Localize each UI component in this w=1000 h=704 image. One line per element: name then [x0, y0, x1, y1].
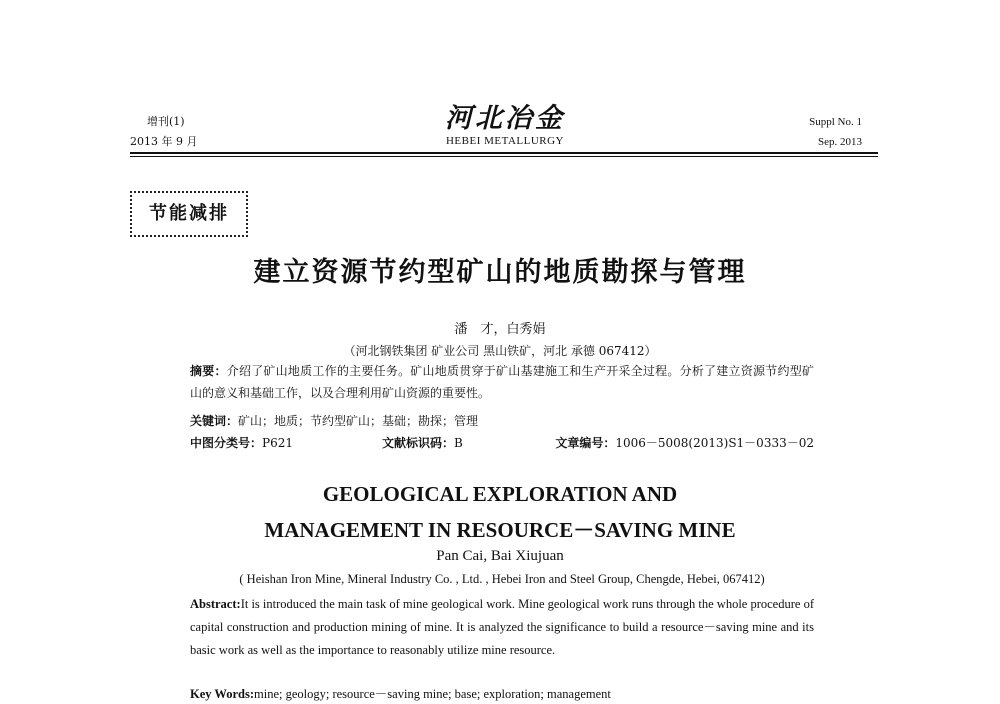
- supplement-number: Suppl No. 1: [809, 116, 862, 128]
- abstract-cn: [190, 360, 814, 404]
- keywords-cn: [190, 410, 814, 432]
- clc-label: 中图分类号：: [190, 436, 263, 450]
- journal-logo-cn: 河北冶金: [445, 103, 565, 134]
- column-tag: [130, 191, 248, 237]
- abstract-text-cn: 介绍了矿山地质工作的主要任务。矿山地质贯穿于矿山基建施工和生产开采全过程。分析了建立资源节约型矿山的意义和基础工作，以及合理利用矿山资源的重要性。: [190, 364, 814, 400]
- journal-masthead: [420, 104, 590, 148]
- column-tag-label: 节能减排: [149, 203, 229, 224]
- affiliation-en: ( Heishan Iron Mine, Mineral Industry Co. , Ltd. , Hebei Iron and Steel Group, Chengde, Hebei, 067412): [239, 572, 765, 586]
- authors-en: Pan Cai, Bai Xiujuan: [436, 548, 564, 564]
- journal-issue-info: [130, 112, 197, 152]
- classification-row: [190, 432, 814, 454]
- authors-cn: 潘 才，白秀娟: [454, 322, 546, 337]
- article-no-value: 1006－5008(2013)S1－0333－02: [615, 436, 814, 450]
- issue-date-cn: 2013 年 9 月: [130, 135, 198, 148]
- article-no-label: 文章编号：: [555, 436, 616, 450]
- keywords-en: [190, 684, 814, 704]
- doc-code-value: B: [454, 436, 463, 450]
- keywords-text-en: mine; geology; resource－saving mine; base; exploration; management: [254, 687, 611, 701]
- journal-issue-info-en: [809, 112, 862, 152]
- article-number: [555, 432, 814, 454]
- journal-name-en: HEBEI METALLURGY: [445, 135, 565, 147]
- abstract-label-cn: 摘要：: [190, 364, 227, 378]
- keywords-text-cn: 矿山；地质；节约型矿山；基础；勘探；管理: [238, 414, 479, 428]
- affiliation-cn: （河北钢铁集团 矿业公司 黑山铁矿，河北 承德 067412）: [343, 344, 657, 358]
- clc-number: [190, 432, 293, 454]
- header-rule-thick: [130, 152, 878, 154]
- clc-value: P621: [262, 436, 293, 450]
- issue-date-en: Sep. 2013: [818, 136, 862, 148]
- abstract-en: [190, 593, 814, 662]
- article-title-en-line1: GEOLOGICAL EXPLORATION AND: [322, 482, 678, 506]
- keywords-label-en: Key Words:: [190, 687, 255, 701]
- document-code: [382, 432, 463, 454]
- keywords-label-cn: 关键词：: [190, 414, 239, 428]
- header-rule-thin: [130, 156, 878, 157]
- article-title-en-line2: MANAGEMENT IN RESOURCE－SAVING MINE: [264, 518, 736, 542]
- abstract-label-en: Abstract:: [190, 597, 241, 611]
- abstract-text-en: It is introduced the main task of mine geological work. Mine geological work runs through the whole procedure of capital construction and production mining of mine. It is analyzed the significance to build a resource－saving mine and its basic work as well as the importance to reasonably utilize mine resource.: [190, 597, 814, 657]
- article-title-cn: 建立资源节约型矿山的地质勘探与管理: [253, 257, 747, 288]
- doc-code-label: 文献标识码：: [382, 436, 455, 450]
- supplement-label: 增刊(1): [147, 115, 185, 128]
